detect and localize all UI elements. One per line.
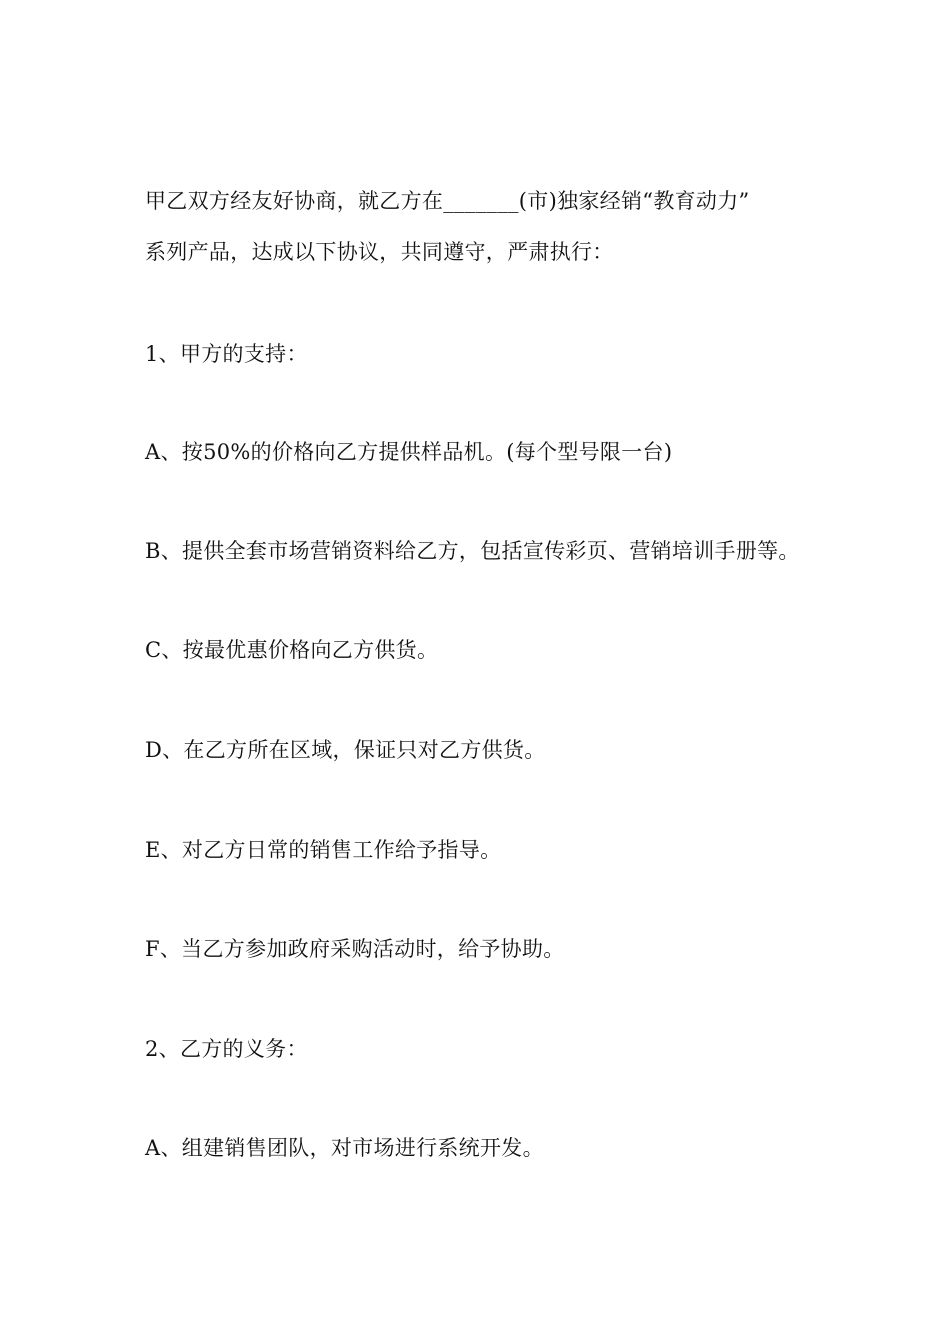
section-1-title: 1、甲方的支持： xyxy=(145,342,308,366)
section-2-title: 2、乙方的义务： xyxy=(145,1037,308,1061)
section-1-item-b: B、提供全套市场营销资料给乙方，包括宣传彩页、营销培训手册等。 xyxy=(145,539,800,563)
section-1-item-a: A、按50%的价格向乙方提供样品机。(每个型号限一台) xyxy=(145,440,673,464)
section-1-item-e: E、对乙方日常的销售工作给予指导。 xyxy=(145,838,502,862)
section-2-item-a: A、组建销售团队，对市场进行系统开发。 xyxy=(145,1136,544,1160)
intro-line-1: 甲乙双方经友好协商，就乙方在_______(市)独家经销“教育动力” xyxy=(145,189,750,213)
section-1-item-f: F、当乙方参加政府采购活动时，给予协助。 xyxy=(145,937,565,961)
intro-line-2: 系列产品，达成以下协议，共同遵守，严肃执行： xyxy=(145,240,614,264)
section-1-item-c: C、按最优惠价格向乙方供货。 xyxy=(145,638,439,662)
section-1-item-d: D、在乙方所在区域，保证只对乙方供货。 xyxy=(145,738,546,762)
